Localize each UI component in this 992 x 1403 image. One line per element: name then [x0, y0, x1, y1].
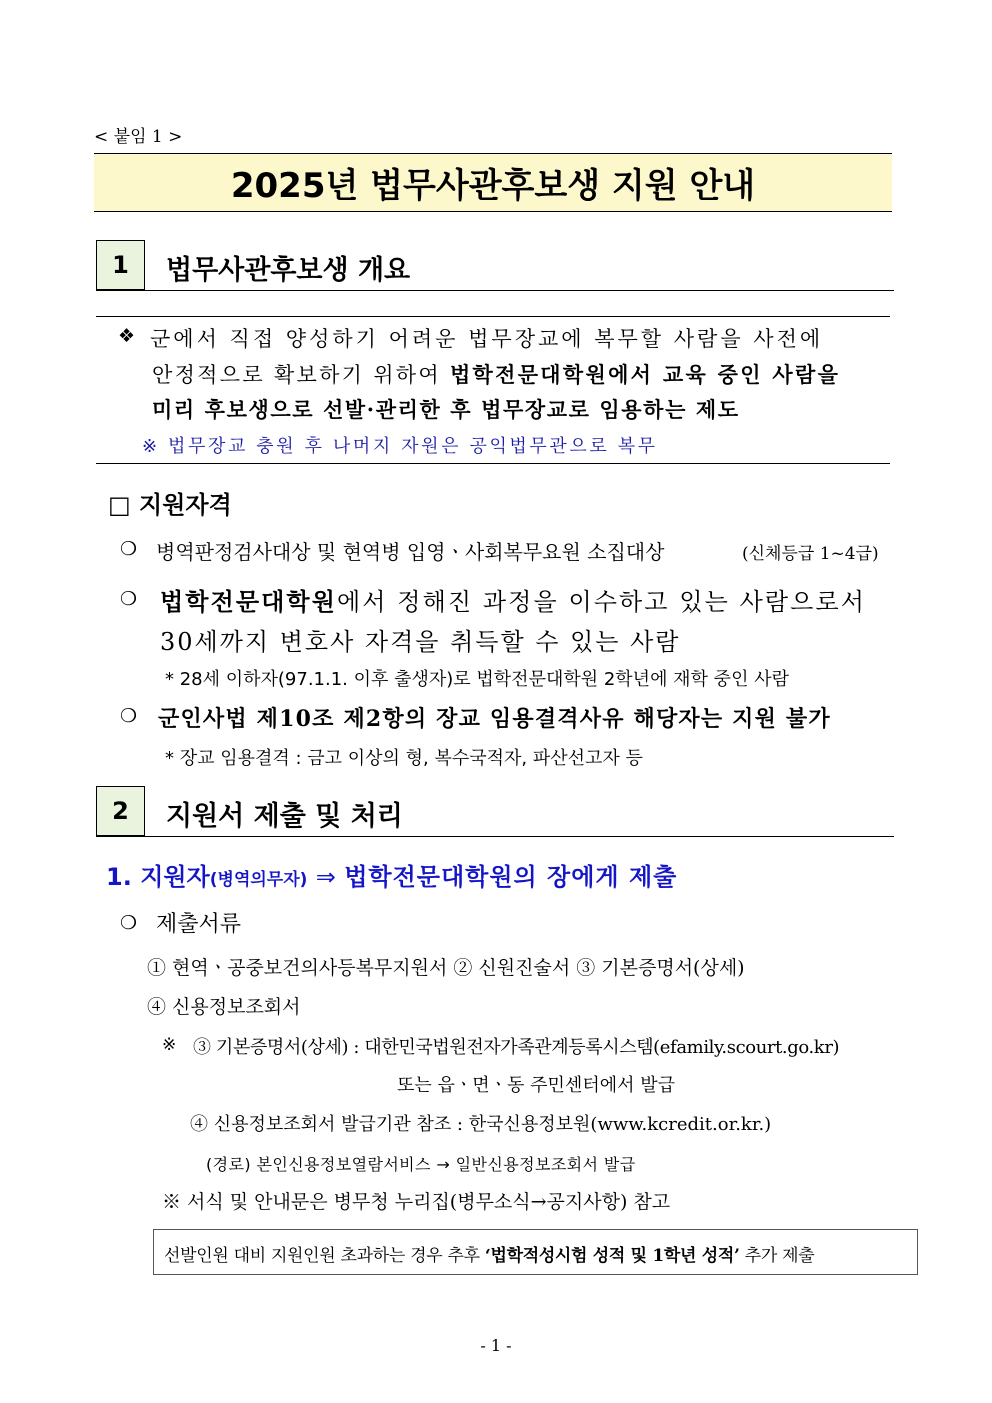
submission-heading-number: 1. [106, 863, 132, 891]
circle-bullet-icon: ❍ [120, 912, 138, 934]
notice-text [164, 1241, 814, 1266]
arrow-icon: ⇒ [315, 863, 336, 891]
reference-1: ③ 기본증명서(상세) : 대한민국법원전자가족관계등록시스템(efamily.scourt.go.kr) [193, 1037, 840, 1058]
circle-bullet-icon: ❍ [120, 588, 138, 610]
section-2-header [96, 786, 894, 837]
page-number: - 1 - [480, 1336, 512, 1355]
notice-text-plain: 선발인원 대비 지원인원 초과하는 경우 추후 [164, 1246, 485, 1266]
overview-line-2 [152, 359, 840, 389]
page-title: 2025년 법무사관후보생 지원 안내 [94, 153, 892, 212]
eligibility-item-3-text: 군인사법 제10조 제2항의 장교 임용결격사유 해당자는 지원 불가 [158, 706, 831, 732]
overview-line-2-bold: 법학전문대학원에서 교육 중인 사람을 [449, 362, 841, 387]
section-1-number: 1 [96, 240, 145, 290]
overview-line-3: 미리 후보생으로 선발·관리한 후 법무장교로 임용하는 제도 [152, 397, 740, 422]
docs-line-2: ④ 신용정보조회서 [147, 996, 301, 1018]
docs-line-1: ① 현역ㆍ공중보건의사등복무지원서 ② 신원진술서 ③ 기본증명서(상세) [147, 957, 745, 979]
eligibility-item-2-note: * 28세 이하자(97.1.1. 이후 출생자)로 법학전문대학원 2학년에 재학 중인 사람 [165, 669, 789, 690]
submission-heading-target: 법학전문대학원의 장에게 제출 [344, 863, 678, 891]
eligibility-item-1-text: 병역판정검사대상 및 현역병 입영ㆍ사회복무요원 소집대상 [156, 540, 665, 564]
reference-4: ※ 서식 및 안내문은 병무청 누리집(병무소식→공지사항) 참고 [162, 1191, 671, 1213]
submission-heading-applicant: 지원자 [140, 863, 210, 891]
docs-label: 제출서류 [156, 912, 242, 937]
eligibility-item-2-text: 에서 정해진 과정을 이수하고 있는 사람으로서 [337, 588, 867, 616]
section-2-number: 2 [96, 786, 145, 836]
submission-heading [106, 857, 677, 892]
attachment-label: < 붙임 1 > [94, 127, 183, 147]
eligibility-item-3-note: * 장교 임용결격 : 금고 이상의 형, 복수국적자, 파산선고자 등 [165, 748, 643, 769]
section-1-title: 법무사관후보생 개요 [166, 255, 411, 286]
reference-3: (경로) 본인신용정보열람서비스 → 일반신용정보조회서 발급 [206, 1155, 636, 1174]
notice-box [153, 1229, 918, 1275]
circle-bullet-icon: ❍ [120, 705, 138, 727]
reference-2: ④ 신용정보조회서 발급기관 참조 : 한국신용정보원(www.kcredit.or.kr.) [190, 1114, 772, 1135]
overview-line-1: 군에서 직접 양성하기 어려운 법무장교에 복무할 사람을 사전에 [150, 327, 824, 351]
section-1-header [96, 240, 894, 291]
reference-mark-icon: ※ [162, 1035, 177, 1055]
circle-bullet-icon: ❍ [120, 538, 138, 560]
notice-text-end: 추가 제출 [739, 1246, 815, 1266]
reference-1-continued: 또는 읍ㆍ면ㆍ동 주민센터에서 발급 [397, 1075, 675, 1096]
eligibility-item-1-suffix: (신체등급 1~4급) [742, 544, 879, 564]
diamond-bullet-icon: ❖ [118, 325, 136, 347]
eligibility-item-2-bold: 법학전문대학원 [160, 587, 337, 616]
overview-note: ※ 법무장교 충원 후 나머지 자원은 공익법무관으로 복무 [142, 436, 658, 457]
eligibility-item-2-line-2: 30세까지 변호사 자격을 취득할 수 있는 사람 [160, 628, 681, 656]
overview-line-2-plain: 안정적으로 확보하기 위하여 [152, 363, 450, 387]
eligibility-item-2-line-1 [160, 582, 866, 617]
submission-heading-small: (병역의무자) [209, 870, 308, 890]
eligibility-heading: □ 지원자격 [108, 491, 232, 519]
notice-text-bold: ‘법학적성시험 성적 및 1학년 성적’ [484, 1246, 740, 1266]
overview-box [96, 316, 890, 464]
section-2-title: 지원서 제출 및 처리 [166, 801, 403, 832]
